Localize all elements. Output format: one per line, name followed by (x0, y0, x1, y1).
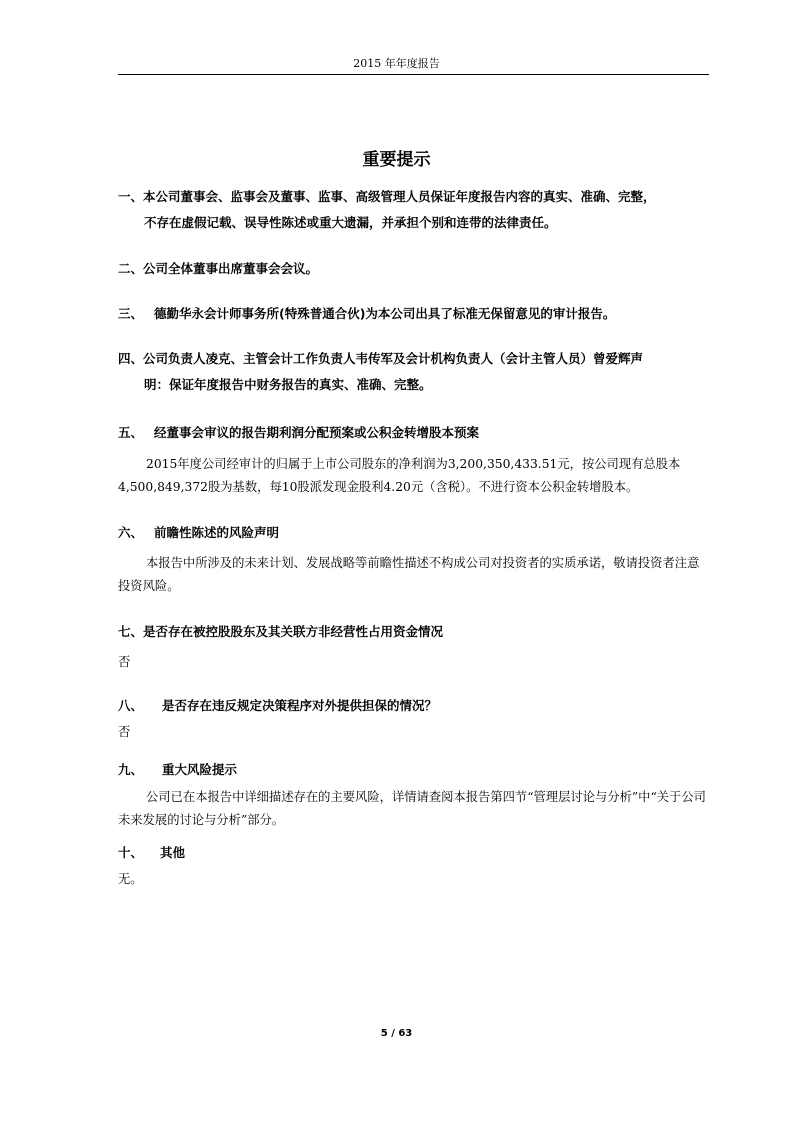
section-number: 六、 (118, 525, 144, 540)
section-6-heading (118, 523, 718, 543)
notice-item-2 (118, 256, 718, 282)
section-number: 五、 (118, 425, 144, 440)
section-8-body: 否 (118, 725, 131, 739)
notice-item-1 (118, 184, 718, 236)
running-header: 2015 年年度报告 (353, 57, 440, 70)
section-number: 九、 (118, 762, 144, 777)
section-8-heading (118, 696, 718, 716)
item-number: 三、 (118, 306, 144, 321)
section-title: 是否存在违反规定决策程序对外提供担保的情况？ (162, 698, 438, 713)
section-6-body: 本报告中所涉及的未来计划、发展战略等前瞻性描述不构成公司对投资者的实质承诺，敬请投资者注意投资风险。 (118, 556, 700, 593)
section-title: 前瞻性陈述的风险声明 (154, 525, 280, 540)
item-number: 四、 (118, 351, 144, 366)
header-divider (118, 74, 709, 75)
notice-item-4 (118, 346, 718, 398)
section-10-heading (118, 843, 718, 863)
section-number: 十、 (118, 845, 144, 860)
section-7-heading (118, 622, 718, 642)
item-text-line1: 公司全体董事出席董事会会议。 (143, 261, 319, 276)
item-text-line2: 不存在虚假记载、误导性陈述或重大遗漏，并承担个别和连带的法律责任。 (144, 215, 557, 230)
section-title: 是否存在被控股股东及其关联方非经营性占用资金情况 (143, 624, 444, 639)
notice-item-3 (118, 301, 718, 327)
page-title: 重要提示 (362, 150, 431, 170)
item-text-line1: 本公司董事会、监事会及董事、监事、高级管理人员保证年度报告内容的真实、准确、完整， (143, 189, 656, 204)
section-5-heading (118, 423, 718, 443)
item-number: 一、 (118, 189, 144, 204)
section-number: 八、 (118, 698, 144, 713)
item-number: 二、 (118, 261, 144, 276)
section-title: 其他 (160, 845, 186, 860)
section-number: 七、 (118, 624, 144, 639)
item-text-line2: 明：保证年度报告中财务报告的真实、准确、完整。 (144, 377, 432, 392)
section-5-body: 2015年度公司经审计的归属于上市公司股东的净利润为3,200,350,433.51元，按公司现有总股本4,500,849,372股为基数，每10股派发现金股利4.20元（含税）。不进行资本公积金转增股本。 (118, 457, 681, 494)
section-9-body: 公司已在本报告中详细描述存在的主要风险，详情请查阅本报告第四节“管理层讨论与分析”中“关于公司未来发展的讨论与分析”部分。 (118, 790, 706, 827)
page-number: 5 / 63 (380, 1028, 413, 1039)
item-text-line1: 德勤华永会计师事务所(特殊普通合伙)为本公司出具了标准无保留意见的审计报告。 (154, 306, 616, 321)
section-title: 重大风险提示 (162, 762, 238, 777)
section-title: 经董事会审议的报告期利润分配预案或公积金转增股本预案 (154, 425, 480, 440)
section-9-heading (118, 760, 718, 780)
item-text-line1: 公司负责人凌克、主管会计工作负责人韦传军及会计机构负责人（会计主管人员）曾爱辉声 (143, 351, 644, 366)
section-7-body: 否 (118, 655, 131, 669)
section-10-body: 无。 (118, 872, 143, 886)
